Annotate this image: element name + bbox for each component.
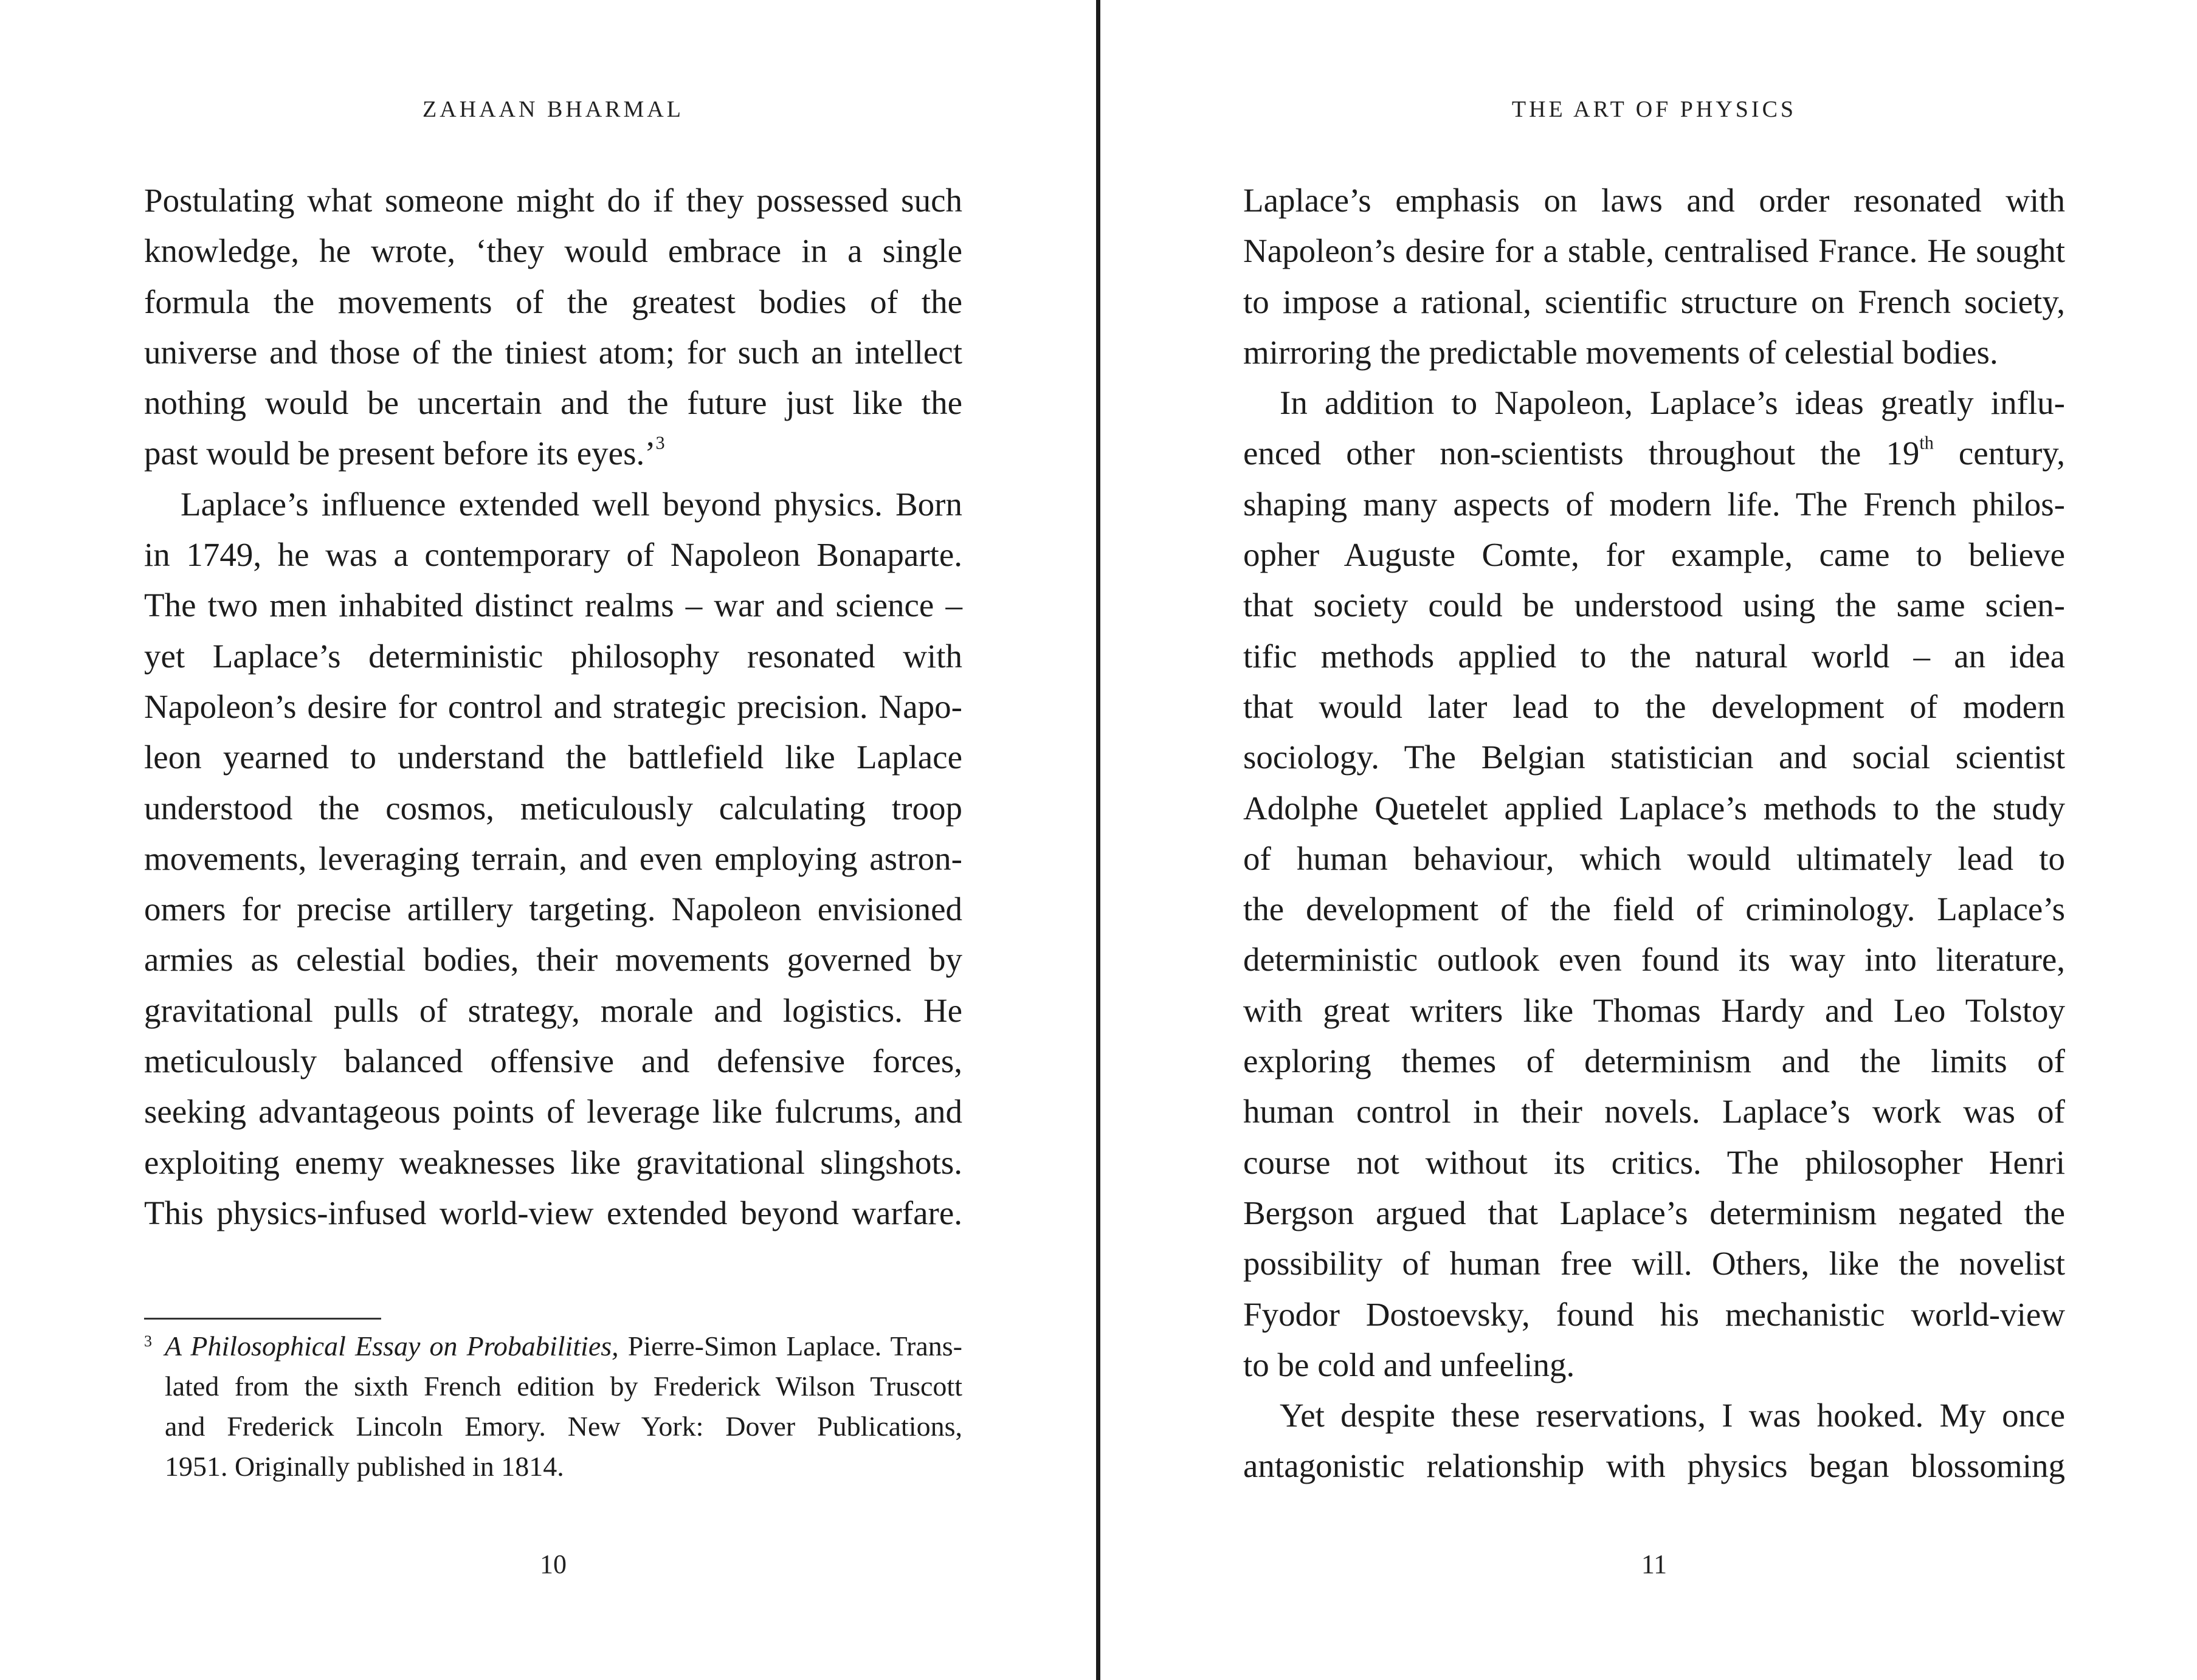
text-line: that society could be understood using the same scien- <box>1243 587 2065 624</box>
text-line: of human behaviour, which would ultimately lead to <box>1243 839 2065 877</box>
text-line: that would later lead to the development of modern <box>1243 687 2065 725</box>
text-line: yet Laplace’s deterministic philosophy resonated with <box>144 637 962 675</box>
text-line: enced other non-scientists throughout the 19th century, <box>1243 432 2065 472</box>
text-line: Adolphe Quetelet applied Laplace’s methods to the study <box>1243 789 2065 827</box>
page-number: 10 <box>540 1549 567 1579</box>
footnote-line: A Philosophical Essay on Probabilities, Pierre-Simon Laplace. Trans- <box>165 1331 962 1362</box>
text-line: course not without its critics. The philosopher Henri <box>1243 1143 2065 1181</box>
text-line: to impose a rational, scientific structure on French society, <box>1243 283 2065 320</box>
footnote-divider <box>144 1318 381 1320</box>
left-page <box>0 0 1098 1680</box>
text-line: possibility of human free will. Others, like the novelist <box>1243 1245 2065 1282</box>
text-line: exploring themes of determinism and the limits of <box>1243 1042 2065 1080</box>
text-line: in 1749, he was a contemporary of Napoleon Bonaparte. <box>144 536 962 574</box>
text-line: with great writers like Thomas Hardy and Leo Tolstoy <box>1243 991 2065 1029</box>
text-line: In addition to Napoleon, Laplace’s ideas greatly influ- <box>1280 384 2065 422</box>
left-body-text <box>144 175 962 1238</box>
text-line: past would be present before its eyes.’$^3$ <box>144 432 665 472</box>
text-line: armies as celestial bodies, their movements governed by <box>144 941 962 979</box>
right-body-text <box>1243 175 2065 1492</box>
footnote-line: and Frederick Lincoln Emory. New York: Dover Publications, <box>165 1411 962 1442</box>
page-gutter-divider <box>1096 0 1100 1680</box>
text-line: gravitational pulls of strategy, morale and logistics. He <box>144 991 962 1029</box>
text-line: tific methods applied to the natural world – an idea <box>1243 637 2065 675</box>
paragraph <box>1243 1390 2065 1492</box>
text-line: formula the movements of the greatest bodies of the <box>144 283 962 320</box>
paragraph <box>144 479 962 1238</box>
text-line: human control in their novels. Laplace’s work was of <box>1243 1093 2065 1131</box>
footnote-marker: 3 <box>144 1332 152 1350</box>
footnote-book-title: A Philosophical Essay on Probabilities, <box>165 1331 619 1362</box>
text-line: movements, leveraging terrain, and even employing astron- <box>144 839 962 877</box>
paragraph <box>1243 377 2065 1390</box>
text-line: Fyodor Dostoevsky, found his mechanistic world-view <box>1243 1295 2065 1333</box>
text-line: leon yearned to understand the battlefield like Laplace <box>144 738 962 776</box>
running-head-title: THE ART OF PHYSICS <box>1511 97 1797 122</box>
footnote <box>144 1326 962 1487</box>
text-line: Postulating what someone might do if they possessed such <box>144 182 962 219</box>
footnote-reference[interactable]: 3 <box>655 432 665 453</box>
text-line: Yet despite these reservations, I was hooked. My once <box>1280 1397 2065 1434</box>
footnote-line: 1951. Originally published in 1814. <box>165 1451 564 1482</box>
text-line: shaping many aspects of modern life. The French philos- <box>1243 485 2065 523</box>
text-line: understood the cosmos, meticulously calculating troop <box>144 789 962 827</box>
right-page <box>1102 0 2197 1680</box>
text-line: Laplace’s influence extended well beyond physics. Born <box>181 485 962 523</box>
text-line: seeking advantageous points of leverage like fulcrums, and <box>144 1093 962 1131</box>
text-line: nothing would be uncertain and the future just like the <box>144 384 962 422</box>
text-line: Laplace’s emphasis on laws and order resonated with <box>1243 182 2065 219</box>
text-line: Napoleon’s desire for control and strategic precision. Napo- <box>144 687 962 725</box>
page-number: 11 <box>1641 1549 1668 1579</box>
text-line: sociology. The Belgian statistician and social scientist <box>1243 738 2065 776</box>
paragraph <box>144 175 962 479</box>
text-line: omers for precise artillery targeting. Napoleon envisioned <box>144 890 962 928</box>
text-line: Napoleon’s desire for a stable, centralised France. He sought <box>1243 232 2065 270</box>
footnote-line: lated from the sixth French edition by Frederick Wilson Truscott <box>165 1371 962 1402</box>
text-line: meticulously balanced offensive and defensive forces, <box>144 1042 962 1080</box>
text-line: Bergson argued that Laplace’s determinism negated the <box>1243 1194 2065 1231</box>
text-line: to be cold and unfeeling. <box>1243 1346 1575 1383</box>
paragraph <box>1243 175 2065 377</box>
text-line: mirroring the predictable movements of celestial bodies. <box>1243 333 1998 371</box>
running-head-author: ZAHAAN BHARMAL <box>422 97 684 122</box>
text-line: exploiting enemy weaknesses like gravitational slingshots. <box>144 1143 962 1181</box>
text-line: opher Auguste Comte, for example, came to believe <box>1243 536 2065 574</box>
text-line: This physics-infused world-view extended beyond warfare. <box>144 1194 962 1231</box>
text-line: knowledge, he wrote, ‘they would embrace in a single <box>144 232 962 270</box>
text-line: antagonistic relationship with physics began blossoming <box>1243 1447 2065 1485</box>
text-line: The two men inhabited distinct realms – war and science – <box>144 587 962 624</box>
text-line: universe and those of the tiniest atom; for such an intellect <box>144 333 962 371</box>
ordinal-superscript: th <box>1919 432 1934 453</box>
text-line: the development of the field of criminology. Laplace’s <box>1243 890 2065 928</box>
text-line: deterministic outlook even found its way into literature, <box>1243 941 2065 979</box>
